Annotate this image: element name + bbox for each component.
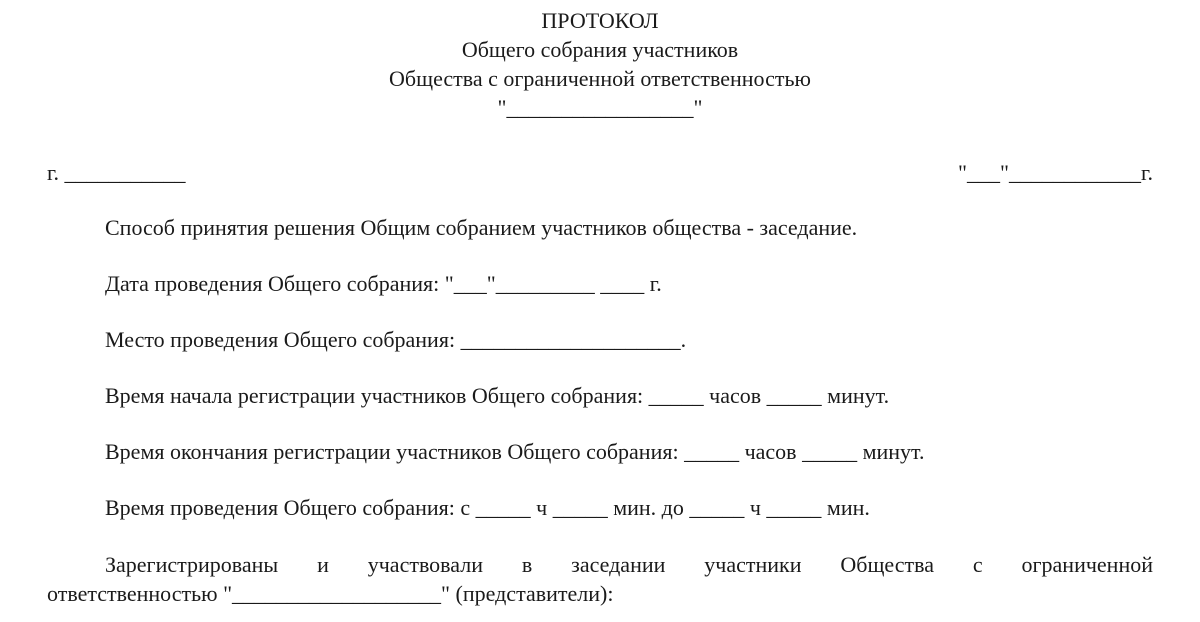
document-title <box>0 6 1200 122</box>
title-company-name-blank: "_________________" <box>497 95 703 120</box>
registration-start-paragraph: Время начала регистрации участников Общего собрания: _____ часов _____ минут. <box>105 383 890 408</box>
decision-method-paragraph: Способ принятия решения Общим собранием участников общества - заседание. <box>105 215 858 240</box>
meeting-duration-paragraph: Время проведения Общего собрания: с _____ ч _____ мин. до _____ ч _____ мин. <box>105 495 870 520</box>
title-company-type: Общества с ограниченной ответственностью <box>389 66 811 91</box>
protocol-date-blank: "___"____________г. <box>957 160 1153 185</box>
registered-participants-paragraph <box>47 550 1153 608</box>
registered-participants-line1: Зарегистрированы и участвовали в заседании участники Общества с ограниченной <box>105 552 1153 577</box>
meeting-date-paragraph: Дата проведения Общего собрания: "___"_________ ____ г. <box>105 271 662 296</box>
title-meeting: Общего собрания участников <box>461 37 739 62</box>
title-protocol: ПРОТОКОЛ <box>541 8 659 33</box>
registered-participants-line2: ответственностью "___________________" (представители): <box>47 581 614 606</box>
city-blank: г. ___________ <box>47 160 186 185</box>
registration-end-paragraph: Время окончания регистрации участников Общего собрания: _____ часов _____ минут. <box>105 439 925 464</box>
place-date-row <box>47 160 1153 190</box>
meeting-place-paragraph: Место проведения Общего собрания: ____________________. <box>105 327 687 352</box>
